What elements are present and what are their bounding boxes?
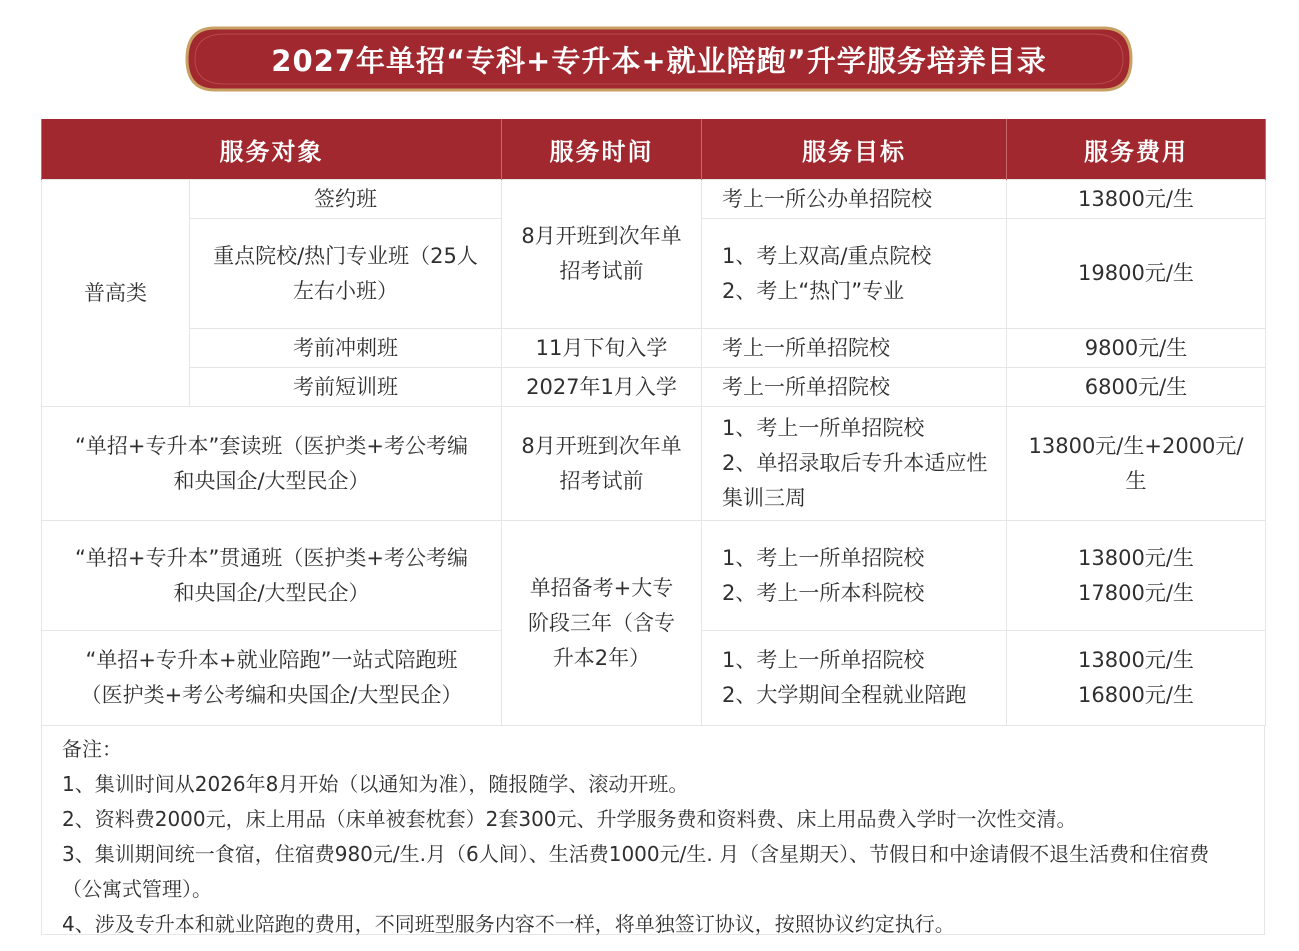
goal-line: 1、考上一所单招院校 [722, 416, 925, 440]
service-fee [1007, 631, 1266, 726]
class-name: “单招+专升本”贯通班（医护类+考公考编和央国企/大型民企） [42, 521, 502, 631]
header-fee: 服务费用 [1007, 119, 1266, 180]
table-row [42, 329, 1266, 368]
service-time: 11月下旬入学 [502, 329, 702, 368]
class-name: 签约班 [190, 180, 502, 219]
service-fee: 19800元/生 [1007, 219, 1266, 329]
fee-line: 16800元/生 [1078, 683, 1194, 707]
service-goal: 考上一所公办单招院校 [702, 180, 1007, 219]
page-title: 2027年单招“专科+专升本+就业陪跑”升学服务培养目录 [271, 43, 1047, 78]
goal-line: 2、单招录取后专升本适应性集训三周 [722, 451, 988, 510]
class-name: 考前短训班 [190, 368, 502, 407]
fee-line: 13800元/生 [1078, 648, 1194, 672]
group-label: 普高类 [42, 180, 190, 407]
goal-line: 2、考上“热门”专业 [722, 278, 905, 303]
header-target: 服务对象 [42, 119, 502, 180]
service-time: 8月开班到次年单招考试前 [502, 180, 702, 329]
goal-line: 2、考上一所本科院校 [722, 580, 925, 605]
service-table [41, 119, 1266, 726]
notes-section [41, 726, 1265, 935]
fee-line: 17800元/生 [1078, 580, 1194, 605]
service-time: 单招备考+大专阶段三年（含专升本2年） [502, 521, 702, 726]
service-fee: 13800元/生+2000元/生 [1007, 407, 1266, 521]
service-goal: 考上一所单招院校 [702, 329, 1007, 368]
fee-line: 13800元/生 [1078, 545, 1194, 570]
service-fee: 9800元/生 [1007, 329, 1266, 368]
header-time: 服务时间 [502, 119, 702, 180]
note-item: 4、涉及专升本和就业陪跑的费用，不同班型服务内容不一样，将单独签订协议，按照协议约定执行。 [62, 912, 955, 936]
header-goal: 服务目标 [702, 119, 1007, 180]
service-goal [702, 219, 1007, 329]
goal-line: 1、考上一所单招院校 [722, 545, 925, 570]
goal-line: 2、大学期间全程就业陪跑 [722, 683, 967, 707]
service-fee [1007, 521, 1266, 631]
service-time: 2027年1月入学 [502, 368, 702, 407]
notes-label: 备注： [62, 737, 122, 761]
class-name: 重点院校/热门专业班（25人左右小班） [190, 219, 502, 329]
table-row [42, 407, 1266, 521]
class-name: 考前冲刺班 [190, 329, 502, 368]
table-row [42, 368, 1266, 407]
goal-line: 1、考上一所单招院校 [722, 648, 925, 672]
table-header-row [42, 119, 1266, 180]
title-banner [185, 26, 1133, 92]
class-line: （医护类+考公考编和央国企/大型民企） [80, 683, 463, 707]
service-goal: 考上一所单招院校 [702, 368, 1007, 407]
service-goal [702, 631, 1007, 726]
note-item: 1、集训时间从2026年8月开始（以通知为准），随报随学、滚动开班。 [62, 772, 689, 796]
note-item: 2、资料费2000元，床上用品（床单被套枕套）2套300元、升学服务费和资料费、床上用品费入学时一次性交清。 [62, 807, 1077, 831]
service-time: 8月开班到次年单招考试前 [502, 407, 702, 521]
service-fee: 13800元/生 [1007, 180, 1266, 219]
table-row [42, 180, 1266, 219]
class-line: “单招+专升本+就业陪跑”一站式陪跑班 [85, 648, 458, 672]
service-goal [702, 407, 1007, 521]
service-goal [702, 521, 1007, 631]
service-fee: 6800元/生 [1007, 368, 1266, 407]
class-name: “单招+专升本”套读班（医护类+考公考编和央国企/大型民企） [42, 407, 502, 521]
note-item: 3、集训期间统一食宿，住宿费980元/生.月（6人间）、生活费1000元/生. 月（含星期天）、节假日和中途请假不退生活费和住宿费（公寓式管理）。 [62, 842, 1210, 901]
goal-line: 1、考上双高/重点院校 [722, 243, 932, 268]
table-row [42, 521, 1266, 631]
class-name [42, 631, 502, 726]
